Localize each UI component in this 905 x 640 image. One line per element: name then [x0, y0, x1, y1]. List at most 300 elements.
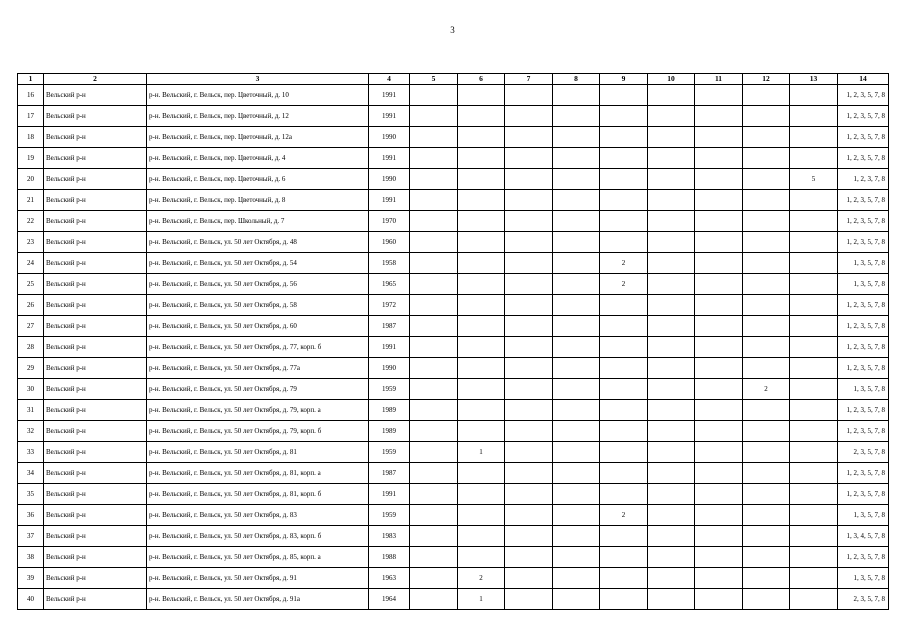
table-body	[18, 85, 889, 610]
cell-district: Вельский р-н	[44, 379, 147, 400]
cell-c14: 1, 2, 3, 5, 7, 8	[838, 211, 889, 232]
table-row	[18, 253, 889, 274]
cell-c14: 1, 2, 3, 5, 7, 8	[838, 484, 889, 505]
column-header-8: 8	[553, 74, 600, 85]
cell-c14: 1, 2, 3, 5, 7, 8	[838, 337, 889, 358]
table-row	[18, 85, 889, 106]
cell-c8	[553, 106, 600, 127]
cell-address: р-н. Вельский, г. Вельск, ул. 50 лет Октября, д. 91а	[147, 589, 369, 610]
cell-address: р-н. Вельский, г. Вельск, ул. 50 лет Октября, д. 54	[147, 253, 369, 274]
cell-c5	[410, 463, 458, 484]
cell-c10	[648, 505, 695, 526]
column-header-11: 11	[695, 74, 743, 85]
cell-c12	[743, 526, 790, 547]
cell-c7	[505, 295, 553, 316]
cell-c12	[743, 400, 790, 421]
cell-year: 1991	[369, 337, 410, 358]
table-row	[18, 421, 889, 442]
cell-address: р-н. Вельский, г. Вельск, ул. 50 лет Октября, д. 60	[147, 316, 369, 337]
cell-c14: 1, 3, 5, 7, 8	[838, 253, 889, 274]
cell-c11	[695, 316, 743, 337]
cell-c8	[553, 85, 600, 106]
cell-year: 1970	[369, 211, 410, 232]
cell-c5	[410, 337, 458, 358]
table-row	[18, 148, 889, 169]
cell-c14: 1, 2, 3, 5, 7, 8	[838, 295, 889, 316]
cell-c7	[505, 568, 553, 589]
cell-c8	[553, 526, 600, 547]
cell-c6	[458, 274, 505, 295]
cell-c13	[790, 526, 838, 547]
column-header-5: 5	[410, 74, 458, 85]
cell-c11	[695, 295, 743, 316]
cell-address: р-н. Вельский, г. Вельск, ул. 50 лет Октября, д. 81	[147, 442, 369, 463]
cell-c9	[600, 400, 648, 421]
cell-c10	[648, 211, 695, 232]
cell-year: 1991	[369, 106, 410, 127]
table-row	[18, 127, 889, 148]
cell-c11	[695, 211, 743, 232]
cell-address: р-н. Вельский, г. Вельск, ул. 50 лет Октября, д. 83	[147, 505, 369, 526]
cell-c10	[648, 148, 695, 169]
cell-c14: 1, 2, 3, 5, 7, 8	[838, 106, 889, 127]
cell-c5	[410, 484, 458, 505]
page-number: 3	[450, 25, 455, 35]
cell-c14: 1, 2, 3, 5, 7, 8	[838, 316, 889, 337]
cell-district: Вельский р-н	[44, 85, 147, 106]
cell-c8	[553, 148, 600, 169]
cell-year: 1983	[369, 526, 410, 547]
cell-year: 1991	[369, 484, 410, 505]
cell-c12	[743, 85, 790, 106]
cell-c9	[600, 463, 648, 484]
table-row	[18, 442, 889, 463]
cell-c8	[553, 547, 600, 568]
cell-c13	[790, 295, 838, 316]
cell-district: Вельский р-н	[44, 547, 147, 568]
cell-c5	[410, 526, 458, 547]
cell-c11	[695, 106, 743, 127]
cell-c11	[695, 526, 743, 547]
cell-c5	[410, 190, 458, 211]
cell-c11	[695, 190, 743, 211]
cell-c14: 1, 2, 3, 5, 7, 8	[838, 463, 889, 484]
cell-n: 40	[18, 589, 44, 610]
cell-c6	[458, 463, 505, 484]
cell-year: 1988	[369, 547, 410, 568]
table-row	[18, 400, 889, 421]
cell-c13	[790, 463, 838, 484]
cell-address: р-н. Вельский, г. Вельск, пер. Цветочный, д. 10	[147, 85, 369, 106]
cell-c5	[410, 169, 458, 190]
table-row	[18, 547, 889, 568]
cell-address: р-н. Вельский, г. Вельск, ул. 50 лет Октября, д. 81, корп. б	[147, 484, 369, 505]
cell-c12	[743, 505, 790, 526]
cell-n: 31	[18, 400, 44, 421]
cell-c11	[695, 127, 743, 148]
cell-c11	[695, 337, 743, 358]
cell-c13	[790, 358, 838, 379]
cell-c11	[695, 148, 743, 169]
cell-c14: 1, 2, 3, 5, 7, 8	[838, 400, 889, 421]
cell-c10	[648, 316, 695, 337]
cell-c6	[458, 232, 505, 253]
cell-c14: 1, 3, 5, 7, 8	[838, 505, 889, 526]
cell-n: 23	[18, 232, 44, 253]
cell-c7	[505, 232, 553, 253]
cell-c6	[458, 127, 505, 148]
cell-c13	[790, 316, 838, 337]
cell-district: Вельский р-н	[44, 337, 147, 358]
cell-n: 29	[18, 358, 44, 379]
cell-c5	[410, 442, 458, 463]
cell-c7	[505, 337, 553, 358]
cell-c11	[695, 169, 743, 190]
cell-district: Вельский р-н	[44, 190, 147, 211]
cell-c7	[505, 484, 553, 505]
cell-c10	[648, 295, 695, 316]
table-row	[18, 232, 889, 253]
cell-c5	[410, 85, 458, 106]
cell-district: Вельский р-н	[44, 127, 147, 148]
cell-address: р-н. Вельский, г. Вельск, ул. 50 лет Октября, д. 79	[147, 379, 369, 400]
cell-n: 17	[18, 106, 44, 127]
cell-c7	[505, 316, 553, 337]
cell-address: р-н. Вельский, г. Вельск, ул. 50 лет Октября, д. 79, корп. б	[147, 421, 369, 442]
cell-address: р-н. Вельский, г. Вельск, ул. 50 лет Октября, д. 56	[147, 274, 369, 295]
cell-c8	[553, 316, 600, 337]
cell-c13	[790, 85, 838, 106]
cell-c12	[743, 211, 790, 232]
cell-c8	[553, 190, 600, 211]
cell-address: р-н. Вельский, г. Вельск, пер. Цветочный, д. 4	[147, 148, 369, 169]
table-row	[18, 526, 889, 547]
cell-c12	[743, 127, 790, 148]
cell-c13	[790, 484, 838, 505]
cell-c11	[695, 442, 743, 463]
cell-c9	[600, 85, 648, 106]
cell-c13	[790, 421, 838, 442]
cell-c13	[790, 568, 838, 589]
cell-c7	[505, 547, 553, 568]
cell-n: 32	[18, 421, 44, 442]
cell-c7	[505, 85, 553, 106]
cell-year: 1991	[369, 190, 410, 211]
cell-c13	[790, 127, 838, 148]
cell-c5	[410, 148, 458, 169]
cell-district: Вельский р-н	[44, 442, 147, 463]
cell-c14: 1, 2, 3, 5, 7, 8	[838, 148, 889, 169]
column-header-10: 10	[648, 74, 695, 85]
cell-n: 39	[18, 568, 44, 589]
cell-c10	[648, 547, 695, 568]
cell-c9	[600, 169, 648, 190]
cell-c7	[505, 400, 553, 421]
cell-c11	[695, 484, 743, 505]
cell-c13	[790, 379, 838, 400]
cell-n: 27	[18, 316, 44, 337]
cell-c13	[790, 400, 838, 421]
cell-c8	[553, 484, 600, 505]
cell-c10	[648, 127, 695, 148]
cell-n: 37	[18, 526, 44, 547]
cell-c6	[458, 421, 505, 442]
cell-c12	[743, 484, 790, 505]
cell-year: 1964	[369, 589, 410, 610]
cell-c8	[553, 421, 600, 442]
cell-n: 25	[18, 274, 44, 295]
table-row	[18, 568, 889, 589]
cell-c6	[458, 526, 505, 547]
cell-c14: 1, 2, 3, 5, 7, 8	[838, 421, 889, 442]
cell-c7	[505, 253, 553, 274]
cell-c12	[743, 274, 790, 295]
cell-c5	[410, 232, 458, 253]
cell-c5	[410, 568, 458, 589]
cell-c14: 2, 3, 5, 7, 8	[838, 442, 889, 463]
cell-address: р-н. Вельский, г. Вельск, ул. 50 лет Октября, д. 48	[147, 232, 369, 253]
cell-c6	[458, 211, 505, 232]
cell-n: 16	[18, 85, 44, 106]
cell-c8	[553, 463, 600, 484]
header-row	[18, 74, 889, 85]
cell-c13	[790, 253, 838, 274]
cell-district: Вельский р-н	[44, 463, 147, 484]
cell-c8	[553, 505, 600, 526]
table-row	[18, 274, 889, 295]
cell-n: 30	[18, 379, 44, 400]
column-header-6: 6	[458, 74, 505, 85]
column-header-14: 14	[838, 74, 889, 85]
cell-c9	[600, 148, 648, 169]
cell-c10	[648, 190, 695, 211]
cell-c7	[505, 505, 553, 526]
cell-c8	[553, 442, 600, 463]
table-row	[18, 505, 889, 526]
cell-c13	[790, 106, 838, 127]
cell-address: р-н. Вельский, г. Вельск, ул. 50 лет Октября, д. 79, корп. а	[147, 400, 369, 421]
cell-address: р-н. Вельский, г. Вельск, пер. Цветочный, д. 12	[147, 106, 369, 127]
cell-c10	[648, 85, 695, 106]
cell-c10	[648, 232, 695, 253]
cell-c8	[553, 211, 600, 232]
cell-c11	[695, 463, 743, 484]
cell-c12	[743, 232, 790, 253]
cell-c14: 1, 3, 5, 7, 8	[838, 274, 889, 295]
cell-year: 1989	[369, 421, 410, 442]
cell-c9	[600, 358, 648, 379]
cell-address: р-н. Вельский, г. Вельск, ул. 50 лет Октября, д. 77, корп. б	[147, 337, 369, 358]
cell-c12	[743, 106, 790, 127]
cell-c7	[505, 442, 553, 463]
cell-n: 28	[18, 337, 44, 358]
cell-c12	[743, 547, 790, 568]
cell-year: 1991	[369, 85, 410, 106]
cell-c6	[458, 148, 505, 169]
cell-c8	[553, 295, 600, 316]
cell-c12	[743, 442, 790, 463]
cell-c9: 2	[600, 274, 648, 295]
cell-c6	[458, 547, 505, 568]
cell-address: р-н. Вельский, г. Вельск, пер. Цветочный, д. 12а	[147, 127, 369, 148]
cell-c10	[648, 589, 695, 610]
table-row	[18, 589, 889, 610]
cell-c6	[458, 358, 505, 379]
cell-c9	[600, 568, 648, 589]
cell-c7	[505, 106, 553, 127]
cell-year: 1972	[369, 295, 410, 316]
cell-c10	[648, 442, 695, 463]
cell-year: 1989	[369, 400, 410, 421]
cell-c14: 1, 2, 3, 5, 7, 8	[838, 547, 889, 568]
cell-address: р-н. Вельский, г. Вельск, ул. 50 лет Октября, д. 85, корп. а	[147, 547, 369, 568]
cell-c11	[695, 547, 743, 568]
cell-district: Вельский р-н	[44, 589, 147, 610]
cell-district: Вельский р-н	[44, 253, 147, 274]
cell-address: р-н. Вельский, г. Вельск, пер. Школьный, д. 7	[147, 211, 369, 232]
cell-c14: 1, 2, 3, 5, 7, 8	[838, 127, 889, 148]
cell-c9	[600, 421, 648, 442]
cell-c5	[410, 547, 458, 568]
cell-c11	[695, 85, 743, 106]
cell-c8	[553, 568, 600, 589]
cell-c12	[743, 568, 790, 589]
cell-c11	[695, 232, 743, 253]
table-row	[18, 316, 889, 337]
cell-c6	[458, 379, 505, 400]
cell-c5	[410, 505, 458, 526]
column-header-9: 9	[600, 74, 648, 85]
cell-c12	[743, 589, 790, 610]
cell-c7	[505, 379, 553, 400]
cell-district: Вельский р-н	[44, 148, 147, 169]
cell-c9	[600, 442, 648, 463]
cell-n: 18	[18, 127, 44, 148]
cell-c6: 1	[458, 442, 505, 463]
cell-year: 1959	[369, 379, 410, 400]
cell-c8	[553, 169, 600, 190]
table-row	[18, 463, 889, 484]
cell-c13	[790, 190, 838, 211]
cell-year: 1965	[369, 274, 410, 295]
cell-c5	[410, 358, 458, 379]
cell-c11	[695, 421, 743, 442]
cell-c7	[505, 589, 553, 610]
cell-district: Вельский р-н	[44, 526, 147, 547]
cell-c8	[553, 379, 600, 400]
cell-c6	[458, 484, 505, 505]
cell-c10	[648, 526, 695, 547]
cell-c10	[648, 106, 695, 127]
cell-c6	[458, 106, 505, 127]
cell-year: 1990	[369, 127, 410, 148]
cell-c6: 2	[458, 568, 505, 589]
cell-c5	[410, 211, 458, 232]
cell-c8	[553, 337, 600, 358]
column-header-4: 4	[369, 74, 410, 85]
cell-year: 1959	[369, 505, 410, 526]
cell-c6	[458, 505, 505, 526]
table-row	[18, 190, 889, 211]
cell-c6	[458, 316, 505, 337]
cell-c7	[505, 274, 553, 295]
cell-c10	[648, 337, 695, 358]
cell-c11	[695, 274, 743, 295]
cell-c5	[410, 316, 458, 337]
table-row	[18, 295, 889, 316]
cell-district: Вельский р-н	[44, 505, 147, 526]
cell-c8	[553, 358, 600, 379]
cell-n: 26	[18, 295, 44, 316]
table-row	[18, 484, 889, 505]
cell-c9	[600, 316, 648, 337]
cell-c13	[790, 547, 838, 568]
cell-c12	[743, 463, 790, 484]
cell-c12	[743, 295, 790, 316]
cell-c9	[600, 337, 648, 358]
cell-c10	[648, 400, 695, 421]
cell-c9: 2	[600, 253, 648, 274]
cell-address: р-н. Вельский, г. Вельск, пер. Цветочный, д. 8	[147, 190, 369, 211]
cell-c7	[505, 211, 553, 232]
cell-c11	[695, 505, 743, 526]
cell-c7	[505, 190, 553, 211]
cell-year: 1959	[369, 442, 410, 463]
cell-c6	[458, 295, 505, 316]
cell-c12	[743, 421, 790, 442]
cell-n: 19	[18, 148, 44, 169]
cell-c9	[600, 106, 648, 127]
cell-address: р-н. Вельский, г. Вельск, ул. 50 лет Октября, д. 81, корп. а	[147, 463, 369, 484]
cell-n: 20	[18, 169, 44, 190]
column-header-7: 7	[505, 74, 553, 85]
cell-district: Вельский р-н	[44, 232, 147, 253]
cell-c14: 1, 3, 5, 7, 8	[838, 568, 889, 589]
housing-table	[17, 73, 889, 610]
cell-district: Вельский р-н	[44, 295, 147, 316]
cell-c8	[553, 253, 600, 274]
cell-c7	[505, 358, 553, 379]
cell-c14: 1, 3, 4, 5, 7, 8	[838, 526, 889, 547]
cell-year: 1987	[369, 316, 410, 337]
cell-c8	[553, 232, 600, 253]
cell-c5	[410, 421, 458, 442]
cell-address: р-н. Вельский, г. Вельск, ул. 50 лет Октября, д. 77а	[147, 358, 369, 379]
cell-district: Вельский р-н	[44, 211, 147, 232]
column-header-1: 1	[18, 74, 44, 85]
cell-year: 1990	[369, 169, 410, 190]
cell-year: 1990	[369, 358, 410, 379]
cell-c9	[600, 232, 648, 253]
cell-c10	[648, 274, 695, 295]
cell-c9	[600, 526, 648, 547]
cell-c12	[743, 316, 790, 337]
cell-year: 1960	[369, 232, 410, 253]
cell-c5	[410, 589, 458, 610]
cell-n: 36	[18, 505, 44, 526]
cell-n: 24	[18, 253, 44, 274]
cell-district: Вельский р-н	[44, 106, 147, 127]
cell-address: р-н. Вельский, г. Вельск, ул. 50 лет Октября, д. 91	[147, 568, 369, 589]
cell-c6	[458, 253, 505, 274]
cell-c13	[790, 148, 838, 169]
cell-c5	[410, 127, 458, 148]
column-header-12: 12	[743, 74, 790, 85]
cell-c7	[505, 169, 553, 190]
cell-district: Вельский р-н	[44, 274, 147, 295]
cell-c9	[600, 484, 648, 505]
cell-c14: 1, 2, 3, 5, 7, 8	[838, 190, 889, 211]
